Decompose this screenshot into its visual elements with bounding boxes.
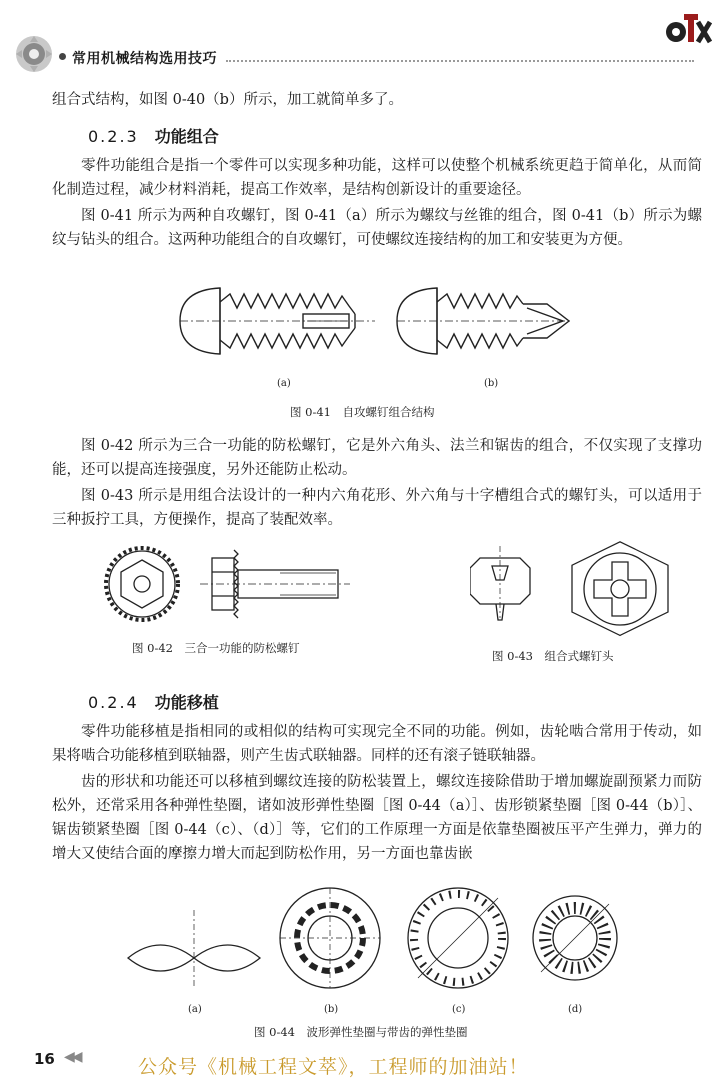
chapter-logo-icon bbox=[14, 34, 54, 74]
paragraph-intro: 组合式结构，如图 0-40（b）所示，加工就简单多了。 bbox=[52, 92, 403, 108]
paragraph-fig41-desc: 图 0-41 所示为两种自攻螺钉，图 0-41（a）所示为螺纹与丝锥的组合，图 0-41（b）所示为螺纹与钻头的组合。这两种功能组合的自攻螺钉，可使螺纹连接结构的加工和安装更为方便。 bbox=[52, 208, 702, 248]
header-dotted-rule bbox=[226, 60, 694, 62]
figure-0-41-caption: 图 0-41 自攻螺钉组合结构 bbox=[290, 405, 435, 419]
screw-head-top-view bbox=[572, 542, 668, 636]
wave-washer-a bbox=[128, 910, 260, 988]
figure-0-41-self-tapping-screws bbox=[175, 278, 575, 368]
paragraph-fig43-desc: 图 0-43 所示是用组合法设计的一种内六角花形、外六角与十字槽组合式的螺钉头，可以适用于三种扳拧工具，方便操作，提高了装配效率。 bbox=[52, 488, 702, 528]
figure-0-44-caption: 图 0-44 波形弹性垫圈与带齿的弹性垫圈 bbox=[254, 1025, 468, 1039]
page-arrows-icon: ◀◀ bbox=[64, 1049, 80, 1065]
section-heading-function-transplant bbox=[88, 690, 219, 713]
serrated-lock-washer-c bbox=[408, 888, 508, 988]
serrated-lock-washer-d bbox=[533, 896, 617, 980]
screw-side-view bbox=[200, 550, 350, 618]
screw-b-drawing bbox=[397, 288, 573, 354]
paragraph-function-combination: 零件功能组合是指一个零件可以实现多种功能，这样可以使整个机械系统更趋于简单化，从而简化制造过程，减少材料消耗，提高工作效率，是结构创新设计的重要途径。 bbox=[52, 158, 702, 198]
section-number: 0.2.4 bbox=[88, 693, 139, 712]
fig41-label-b: (b) bbox=[484, 378, 499, 389]
fig44-label-c: (c) bbox=[452, 1004, 466, 1015]
figure-0-42-anti-loosening-screw bbox=[100, 540, 360, 630]
figure-0-43-combination-screw-head bbox=[470, 540, 690, 640]
fig44-label-a: (a) bbox=[188, 1004, 202, 1015]
paragraph-function-transplant: 零件功能移植是指相同的或相似的结构可实现完全不同的功能。例如，齿轮啮合常用于传动，如果将啮合功能移植到联轴器，则产生齿式联轴器。同样的还有滚子链联轴器。 bbox=[52, 724, 702, 764]
screw-a-drawing bbox=[180, 288, 375, 354]
screw-head-side-view bbox=[470, 546, 530, 620]
fig41-label-a: (a) bbox=[277, 378, 291, 389]
section-title: 功能移植 bbox=[154, 693, 219, 712]
chapter-title: 常用机械结构选用技巧 bbox=[72, 51, 217, 67]
section-title: 功能组合 bbox=[154, 127, 219, 146]
section-number: 0.2.3 bbox=[88, 127, 139, 146]
paragraph-fig42-desc: 图 0-42 所示为三合一功能的防松螺钉，它是外六角头、法兰和锯齿的组合，不仅实现了支撑功能，还可以提高连接强度，另外还能防止松动。 bbox=[52, 438, 702, 478]
figure-0-44-spring-washers bbox=[120, 880, 620, 1000]
fig44-label-b: (b) bbox=[324, 1004, 339, 1015]
toothed-lock-washer-b bbox=[280, 888, 380, 988]
publisher-logo bbox=[664, 6, 712, 48]
paragraph-washers: 齿的形状和功能还可以移植到螺纹连接的防松装置上，螺纹连接除借助于增加螺旋副预紧力而防松外，还常采用各种弹性垫圈，诸如波形弹性垫圈［图 0-44（a）］、齿形锁紧垫圈［图 0-44（b）］、锯齿锁紧垫圈［图 0-44（c）、（d）］等，它们的工作原理一方面是依靠垫圈被压平产生弹力，弹力的增大又使结合面的摩擦力增大而起到防松作用，另一方面也靠齿嵌 bbox=[52, 774, 702, 862]
section-heading-function-combination bbox=[88, 124, 219, 147]
page-number: 16 bbox=[34, 1050, 55, 1068]
watermark-text: 公众号《机械工程文萃》，工程师的加油站！ bbox=[138, 1056, 529, 1078]
header-bullet bbox=[59, 53, 66, 60]
serrated-flange-top-view bbox=[106, 548, 178, 620]
figure-0-43-caption: 图 0-43 组合式螺钉头 bbox=[492, 649, 614, 663]
figure-0-42-caption: 图 0-42 三合一功能的防松螺钉 bbox=[132, 641, 300, 655]
fig44-label-d: (d) bbox=[568, 1004, 583, 1015]
